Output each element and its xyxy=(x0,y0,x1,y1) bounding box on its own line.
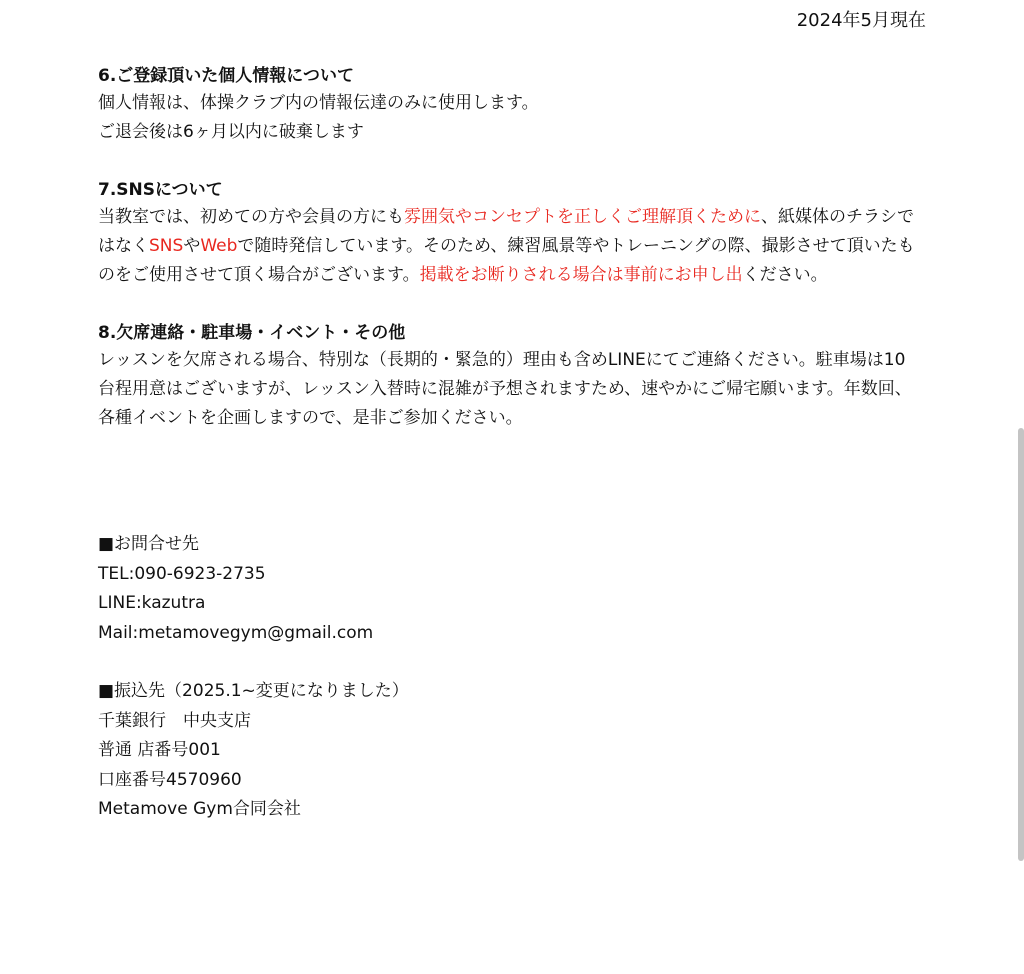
section-7-text-b: 、紙媒体のチラシではなく xyxy=(98,207,914,256)
section-7-highlight-web: Web xyxy=(200,236,238,256)
section-other xyxy=(98,320,918,433)
section-7-paragraph xyxy=(98,203,918,290)
section-7-highlight-concept: 雰囲気やコンセプトを正しくご理解頂くために xyxy=(404,207,761,227)
contact-mail: Mail:metamovegym@gmail.com xyxy=(98,622,374,643)
contact-tel: TEL:090-6923-2735 xyxy=(98,563,266,584)
bank-account-number: 口座番号4570960 xyxy=(98,769,242,790)
bank-heading: ■振込先（2025.1~変更になりました） xyxy=(98,681,409,701)
bank-branch: 普通 店番号001 xyxy=(98,740,221,760)
contact-line-id: LINE:kazutra xyxy=(98,593,206,613)
section-personal-info xyxy=(98,63,918,147)
bank-name: 千葉銀行 中央支店 xyxy=(98,710,251,731)
scrollbar-thumb[interactable] xyxy=(1018,428,1024,861)
terms-content xyxy=(98,63,918,463)
section-6-line-1: 個人情報は、体操クラブ内の情報伝達のみに使用します。 xyxy=(98,93,539,113)
section-7-heading: 7.SNSについて xyxy=(98,180,223,200)
section-7-text-e: ください。 xyxy=(742,265,828,285)
contact-block xyxy=(98,530,918,825)
bank-account-holder: Metamove Gym合同会社 xyxy=(98,799,301,819)
section-7-text-c: や xyxy=(183,236,201,256)
spacer xyxy=(98,648,918,677)
section-sns xyxy=(98,177,918,290)
section-7-text-d: で随時発信しています。そのため、練習風景等やトレーニングの際、撮影させて頂いたものをご使用させて頂く場合がございます。 xyxy=(98,236,915,285)
section-7-highlight-decline: 掲載をお断りされる場合は事前にお申し出 xyxy=(419,265,743,285)
section-6-heading: 6.ご登録頂いた個人情報について xyxy=(98,66,354,86)
section-7-highlight-sns: SNS xyxy=(149,236,184,256)
section-8-heading: 8.欠席連絡・駐車場・イベント・その他 xyxy=(98,323,406,343)
section-8-paragraph: レッスンを欠席される場合、特別な（長期的・緊急的）理由も含めLINEにてご連絡ください。駐車場は10台程用意はございますが、レッスン入替時に混雑が予想されますため、速やかにご帰宅願います。年数回、各種イベントを企画しますので、是非ご参加ください。 xyxy=(98,350,912,428)
contact-heading: ■お問合せ先 xyxy=(98,534,200,554)
section-7-text-a: 当教室では、初めての方や会員の方にも xyxy=(98,207,404,227)
section-6-line-2: ご退会後は6ヶ月以内に破棄します xyxy=(98,122,364,142)
as-of-date: 2024年5月現在 xyxy=(796,10,926,31)
